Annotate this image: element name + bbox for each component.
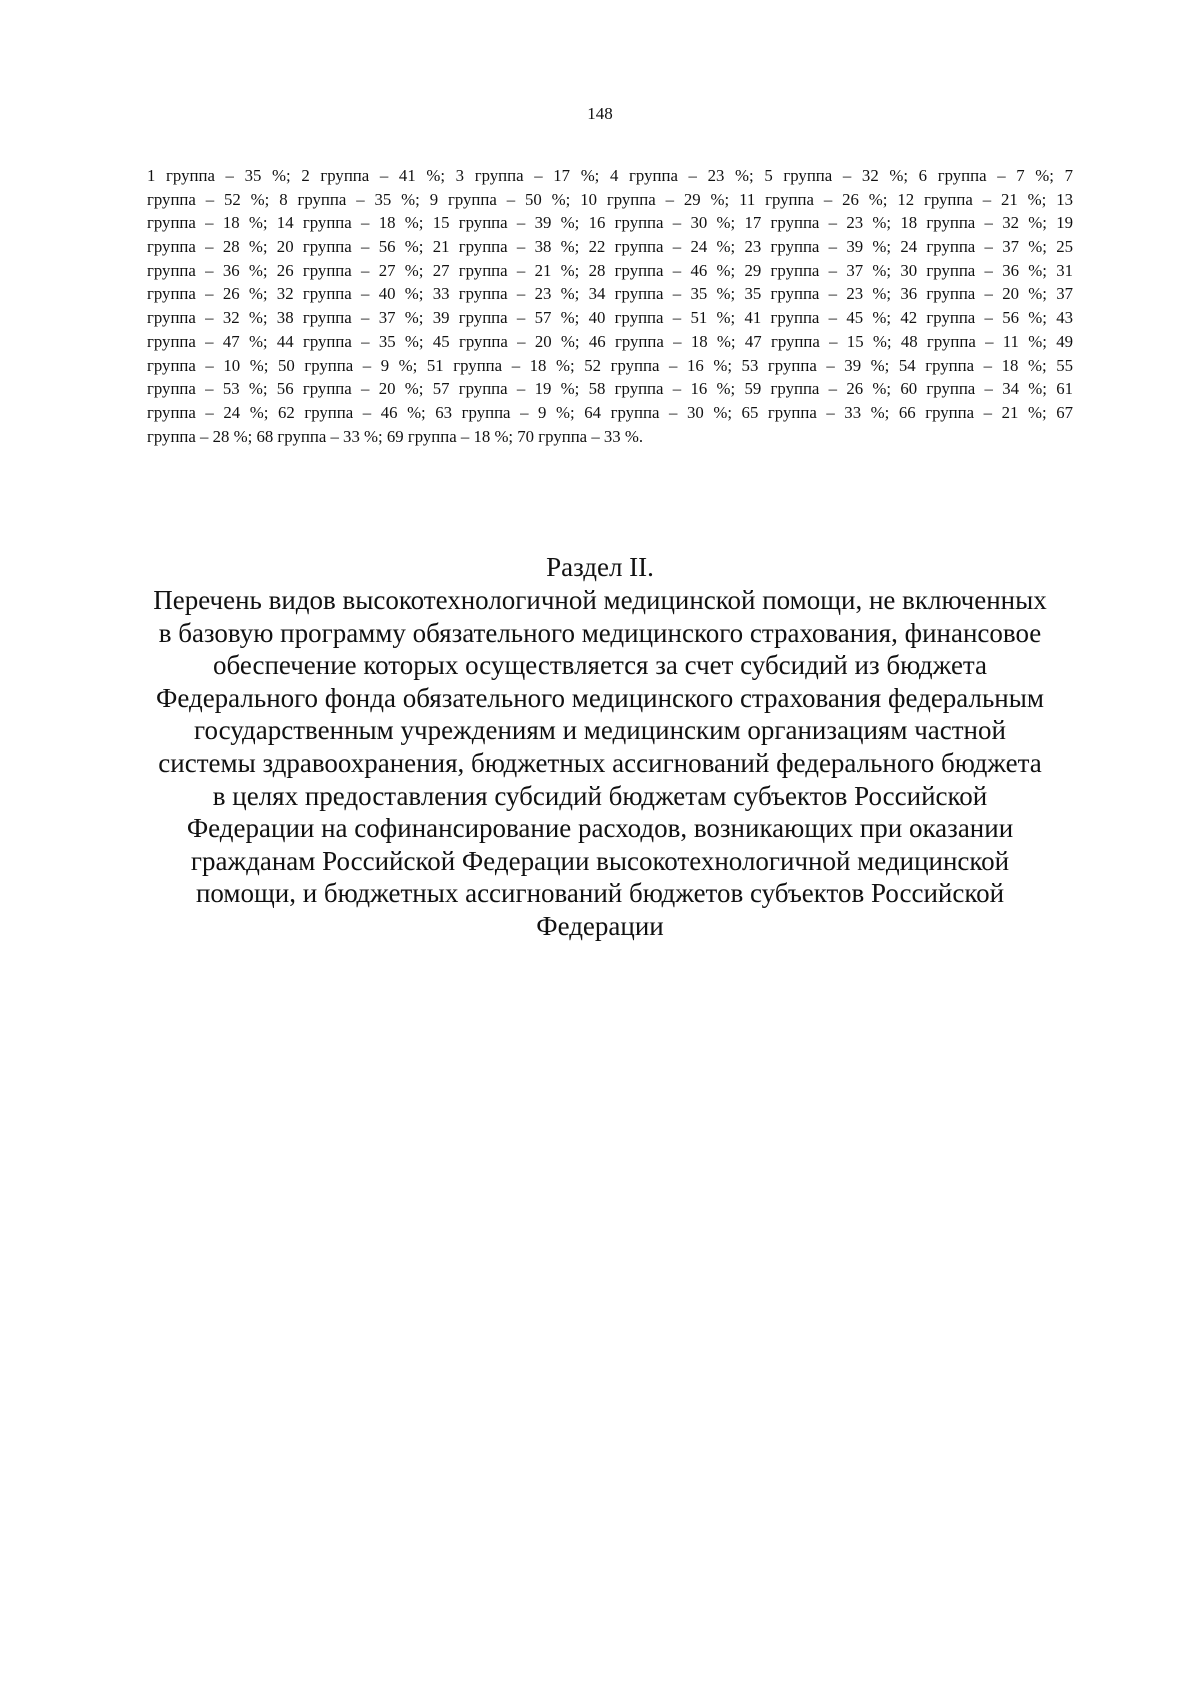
group-percentages-line: группа – 32 %; 38 группа – 37 %; 39 группа – 57 %; 40 группа – 51 %; 41 группа – 45 %; 42 группа – 56 %; 43 [147,308,1073,328]
group-percentages-line: группа – 26 %; 32 группа – 40 %; 33 группа – 23 %; 34 группа – 35 %; 35 группа – 23 %; 36 группа – 20 %; 37 [147,284,1073,304]
group-percentages-line: группа – 36 %; 26 группа – 27 %; 27 группа – 21 %; 28 группа – 46 %; 29 группа – 37 %; 30 группа – 36 %; 31 [147,260,1073,280]
group-percentages-line: группа – 53 %; 56 группа – 20 %; 57 группа – 19 %; 58 группа – 16 %; 59 группа – 26 %; 60 группа – 34 %; 61 [147,379,1073,399]
group-percentages-line: группа – 24 %; 62 группа – 46 %; 63 группа – 9 %; 64 группа – 30 %; 65 группа – 33 %; 66 группа – 21 %; 67 [147,402,1073,422]
group-percentages-line: группа – 10 %; 50 группа – 9 %; 51 группа – 18 %; 52 группа – 16 %; 53 группа – 39 %; 54 группа – 18 %; 55 [147,355,1073,375]
section-heading-line: Федерального фонда обязательного медицинского страхования федеральным [156,682,1044,713]
group-percentages-line: 1 группа – 35 %; 2 группа – 41 %; 3 группа – 17 %; 4 группа – 23 %; 5 группа – 32 %; 6 группа – 7 %; 7 [147,166,1073,185]
group-percentages-line: группа – 28 %; 68 группа – 33 %; 69 группа – 18 %; 70 группа – 33 %. [147,426,644,446]
section-heading-line: обеспечение которых осуществляется за счет субсидий из бюджета [212,650,988,681]
section-heading-line: Федерации [536,910,664,941]
section-title: Раздел II. [546,552,654,582]
section-heading-line: помощи, и бюджетных ассигнований бюджетов субъектов Российской [195,878,1005,909]
section-heading-line: государственным учреждениям и медицинским организациям частной [194,715,1006,746]
group-percentages-line: группа – 47 %; 44 группа – 35 %; 45 группа – 20 %; 46 группа – 18 %; 47 группа – 15 %; 48 группа – 11 %; 49 [147,331,1073,351]
page-number: 148 [587,104,613,123]
section-heading-line: в целях предоставления субсидий бюджетам субъектов Российской [212,780,988,811]
section-heading-line: Федерации на софинансирование расходов, возникающих при оказании [186,813,1014,844]
section-heading-line: в базовую программу обязательного медицинского страхования, финансовое [158,617,1042,648]
group-percentages-paragraph [147,164,1073,448]
group-percentages-line: группа – 52 %; 8 группа – 35 %; 9 группа – 50 %; 10 группа – 29 %; 11 группа – 26 %; 12 группа – 21 %; 13 [147,189,1073,209]
section-heading-line: Перечень видов высокотехнологичной медицинской помощи, не включенных [153,585,1047,615]
section-heading [0,584,1200,943]
group-percentages-line: группа – 28 %; 20 группа – 56 %; 21 группа – 38 %; 22 группа – 24 %; 23 группа – 39 %; 24 группа – 37 %; 25 [147,237,1073,257]
section-heading-line: гражданам Российской Федерации высокотехнологичной медицинской [190,845,1010,876]
section-heading-line: системы здравоохранения, бюджетных ассигнований федерального бюджета [158,747,1042,778]
group-percentages-line: группа – 18 %; 14 группа – 18 %; 15 группа – 39 %; 16 группа – 30 %; 17 группа – 23 %; 18 группа – 32 %; 19 [147,213,1073,233]
